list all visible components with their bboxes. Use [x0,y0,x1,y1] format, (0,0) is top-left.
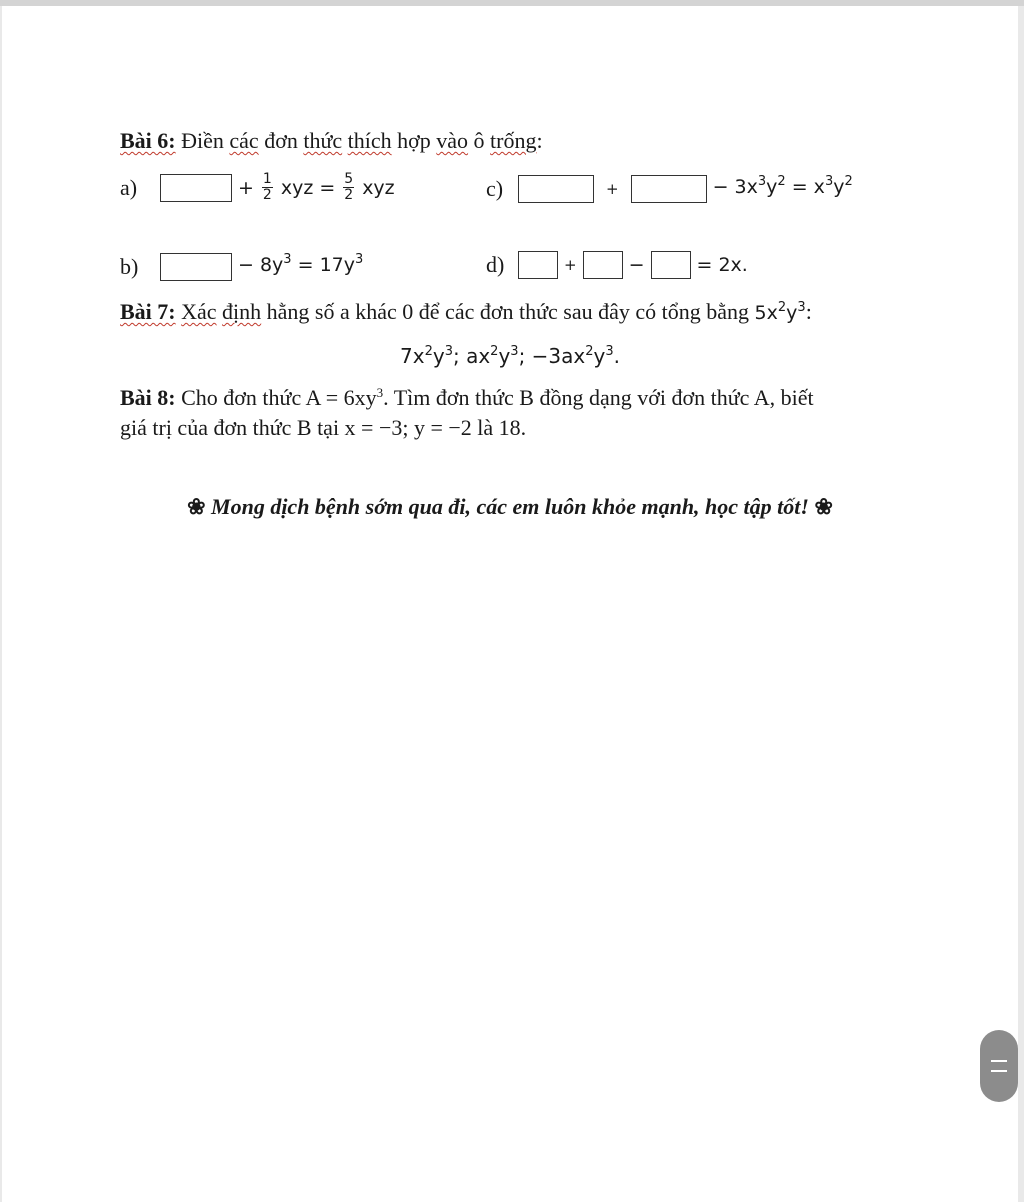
bai6-text: đơn [258,128,304,153]
document-page [2,6,1018,1202]
fraction-one-half: $\frac{1}{2}$ [262,171,272,203]
expr-a-mid: xyz = [280,176,336,199]
plus-sign: + [238,176,254,199]
minus-sign: − [628,254,645,276]
bai6-word: các [229,128,259,153]
blank-box[interactable] [160,174,232,202]
label-c: c) [486,175,504,201]
label-a: a) [120,174,138,200]
expr-c: − $3x^3y^2 = x^3y^2$ [712,174,853,198]
exercise-d [486,250,748,280]
scroll-handle-icon[interactable] [980,1030,1018,1102]
bai6-text: Điền [175,128,230,153]
bai6-title: Bài 6: [120,128,176,153]
blank-box[interactable] [631,175,707,203]
expr-a-end: xyz [362,176,395,199]
blank-box[interactable] [518,251,558,279]
bai6-word: trống [490,128,537,153]
bai6-text: : [536,128,543,153]
bai7-formula: $7x^2y^3$; $ax^2y^3$; $-3ax^2y^3$. [400,344,620,368]
bai6-word: vào [436,128,469,153]
exercise-c [486,172,853,205]
plus-sign: + [564,256,577,274]
bai8-title: Bài 8: [120,385,176,410]
expr-d-end: = 2x. [696,254,748,276]
blank-box[interactable] [651,251,691,279]
bai8-line2: giá trị của đơn thức B tại x = −3; y = −2 là 18. [120,415,527,440]
closing-message [2,494,1018,520]
expr-b: − $8y^3 = 17y^3$ [238,252,364,276]
bai7-title: Bài 7: [120,299,176,324]
closing-text: Mong dịch bệnh sớm qua đi, các em luôn khỏe mạnh, học tập tốt! [205,494,815,519]
exercise-a [120,172,395,203]
plus-sign: + [606,179,619,198]
flower-icon: ❀ [187,494,206,519]
bai6-heading [120,127,543,155]
bai7-text: Bài 7: Xác định hằng số a khác 0 để các đơn thức sau đây có tổng bằng $5x^2y^3$: [120,299,812,324]
label-d: d) [486,252,505,277]
bai6-text: hợp [391,128,437,153]
bai6-word: thích [347,128,392,153]
grip-icon [991,1060,1007,1072]
fraction-five-half: $\frac{5}{2}$ [344,171,354,203]
bai8-line1: Bài 8: Cho đơn thức $A = 6xy^3$. Tìm đơn thức B đồng dạng với đơn thức A, biết [120,385,814,410]
blank-box[interactable] [518,175,594,203]
bai6-text: ô [468,128,491,153]
blank-box[interactable] [583,251,623,279]
blank-box[interactable] [160,253,232,281]
exercise-b [120,250,363,283]
flower-icon: ❀ [814,494,833,519]
bai6-word: thức [303,128,343,153]
label-b: b) [120,253,139,279]
